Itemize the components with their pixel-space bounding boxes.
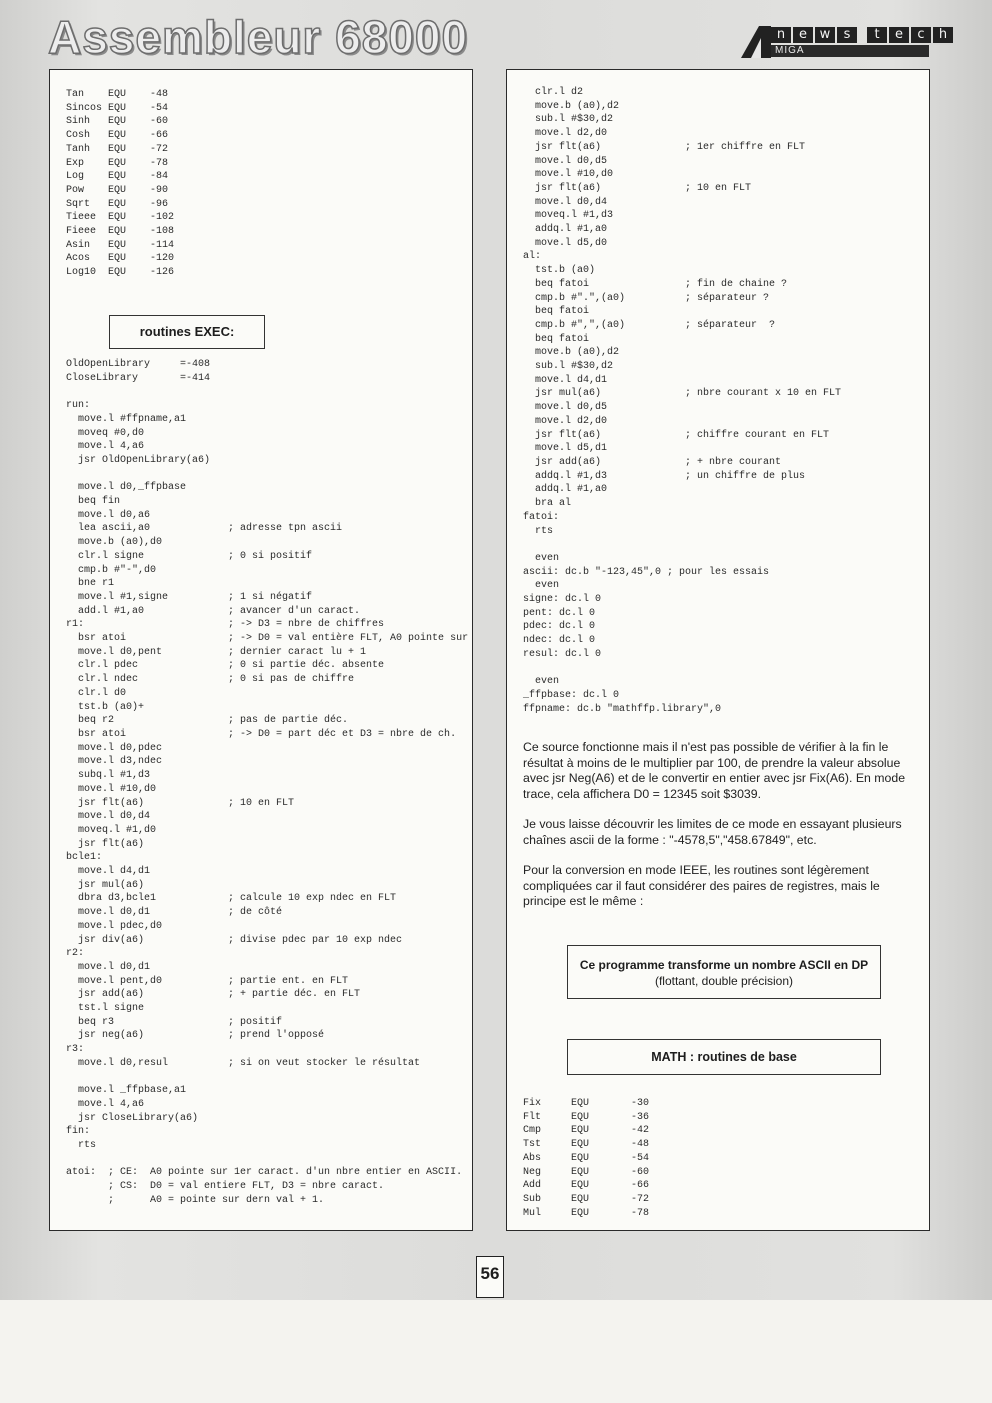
logo-letter: w [815,27,835,43]
caption-box-program [567,945,881,999]
logo-letter: e [793,27,813,43]
logo-letter: s [837,27,857,43]
logo-subtitle: MIGA [775,45,805,56]
paragraph: Pour la conversion en mode IEEE, les routines sont légèrement compliquées car il faut considérer des paires de registres, mais le principe est le même : [523,863,880,908]
newstech-logo [741,26,948,58]
left-column [49,69,473,1231]
code-listing-left: OldOpenLibrary =-408 CloseLibrary =-414 run: move.l #ffpname,a1 moveq #0,d0 move.l 4,a6 jsr OldOpenLibrary(a6) move.l d0,_ffpbase beq fin move.l d0,a6 lea ascii,a0 ; adresse tpn ascii move.b (a0),d0 clr.l signe ; 0 si positif cmp.b #"-",d0 bne r1 move.l #1,signe ; 1 si négatif add.l #1,a0 ; avancer d'un caract. r1: ; -> D3 = nbre de chiffres bsr atoi ; -> D0 = val entière FLT, A0 pointe sur move.l d0,pent ; dernier caract lu + 1 clr.l pdec ; 0 si partie déc. absente clr.l ndec ; 0 si pas de chiffre clr.l d0 tst.b (a0)+ beq r2 ; pas de partie déc. bsr atoi ; -> D0 = part déc et D3 = nbre de ch. move.l d0,pdec move.l d3,ndec subq.l #1,d3 move.l #10,d0 jsr flt(a6) ; 10 en FLT move.l d0,d4 moveq.l #1,d0 jsr flt(a6) bcle1: move.l d4,d1 jsr mul(a6) dbra d3,bcle1 ; calcule 10 exp ndec en FLT move.l d0,d1 ; de côté move.l pdec,d0 jsr div(a6) ; divise pdec par 10 exp ndec r2: move.l d0,d1 move.l pent,d0 ; partie ent. en FLT jsr add(a6) ; + partie déc. en FLT tst.l signe beq r3 ; positif jsr neg(a6) ; prend l'opposé r3: move.l d0,resul ; si on veut stocker le résultat move.l _ffpbase,a1 move.l 4,a6 jsr CloseLibrary(a6) fin: rts atoi: ; CE: A0 pointe sur 1er caract. d'un nbre entier en ASCII. ; CS: D0 = val entiere FLT, D3 = nbre caract. ; A0 = pointe sur dern val + 1. [66,359,469,1206]
logo-letter: t [867,27,887,43]
code-listing-right: clr.l d2 move.b (a0),d2 sub.l #$30,d2 move.l d2,d0 jsr flt(a6) ; 1er chiffre en FLT move.l d0,d5 move.l #10,d0 jsr flt(a6) ; 10 en FLT move.l d0,d4 moveq.l #1,d3 addq.l #1,a0 move.l d5,d0 al: tst.b (a0) beq fatoi ; fin de chaine ? cmp.b #".",(a0) ; séparateur ? beq fatoi cmp.b #",",(a0) ; séparateur ? beq fatoi move.b (a0),d2 sub.l #$30,d2 move.l d4,d1 jsr mul(a6) ; nbre courant x 10 en FLT move.l d0,d5 move.l d2,d0 jsr flt(a6) ; chiffre courant en FLT move.l d5,d1 jsr add(a6) ; + nbre courant addq.l #1,d3 ; un chiffre de plus addq.l #1,a0 bra al fatoi: rts even ascii: dc.b "-123,45",0 ; pour les essais even signe: dc.l 0 pent: dc.l 0 pdec: dc.l 0 ndec: dc.l 0 resul: dc.l 0 even _ffpbase: dc.l 0 ffpname: dc.b "mathffp.library",0 [523,87,842,715]
logo-letters [771,27,953,43]
logo-letter: e [889,27,909,43]
caption-subtitle: (flottant, double précision) [654,974,794,988]
paragraph: Je vous laisse découvrir les limites de ce mode en essayant plusieurs chaînes ascii de la forme : "-4578,5","458.67849", etc. [523,817,902,847]
page-title: Assembleur 68000 [48,11,469,63]
page-number: 56 [476,1256,504,1298]
section-box-math: MATH : routines de base [567,1039,881,1075]
logo-a-mark-icon [741,26,771,58]
equ-list-math-base: Fix EQU -30 Flt EQU -36 Cmp EQU -42 Tst EQU -48 Abs EQU -54 Neg EQU -60 Add EQU -66 Sub EQU -72 Mul EQU -78 [523,1098,650,1219]
paragraph: Ce source fonctionne mais il n'est pas possible de vérifier à la fin le résultat à moins de le multiplier par 100, de prendre la valeur absolue avec jsr Neg(A6) et de le convertir en entier avec jsr Fix(A6). En mode trace, cela affichera D0 = 12345 soit $3039. [523,740,906,801]
right-column [506,69,930,1231]
logo-letter: h [933,27,953,43]
section-box-exec: routines EXEC: [109,315,265,349]
logo-letter: n [771,27,791,43]
caption-title: Ce programme transforme un nombre ASCII en DP [579,958,869,972]
logo-gap [859,27,865,43]
equ-list-math-trans: Tan EQU -48 Sincos EQU -54 Sinh EQU -60 Cosh EQU -66 Tanh EQU -72 Exp EQU -78 Log EQU -84 Pow EQU -90 Sqrt EQU -96 Tieee EQU -102 Fieee EQU -108 Asin EQU -114 Acos EQU -120 Log10 EQU -126 [66,89,175,279]
logo-letter: c [911,27,931,43]
